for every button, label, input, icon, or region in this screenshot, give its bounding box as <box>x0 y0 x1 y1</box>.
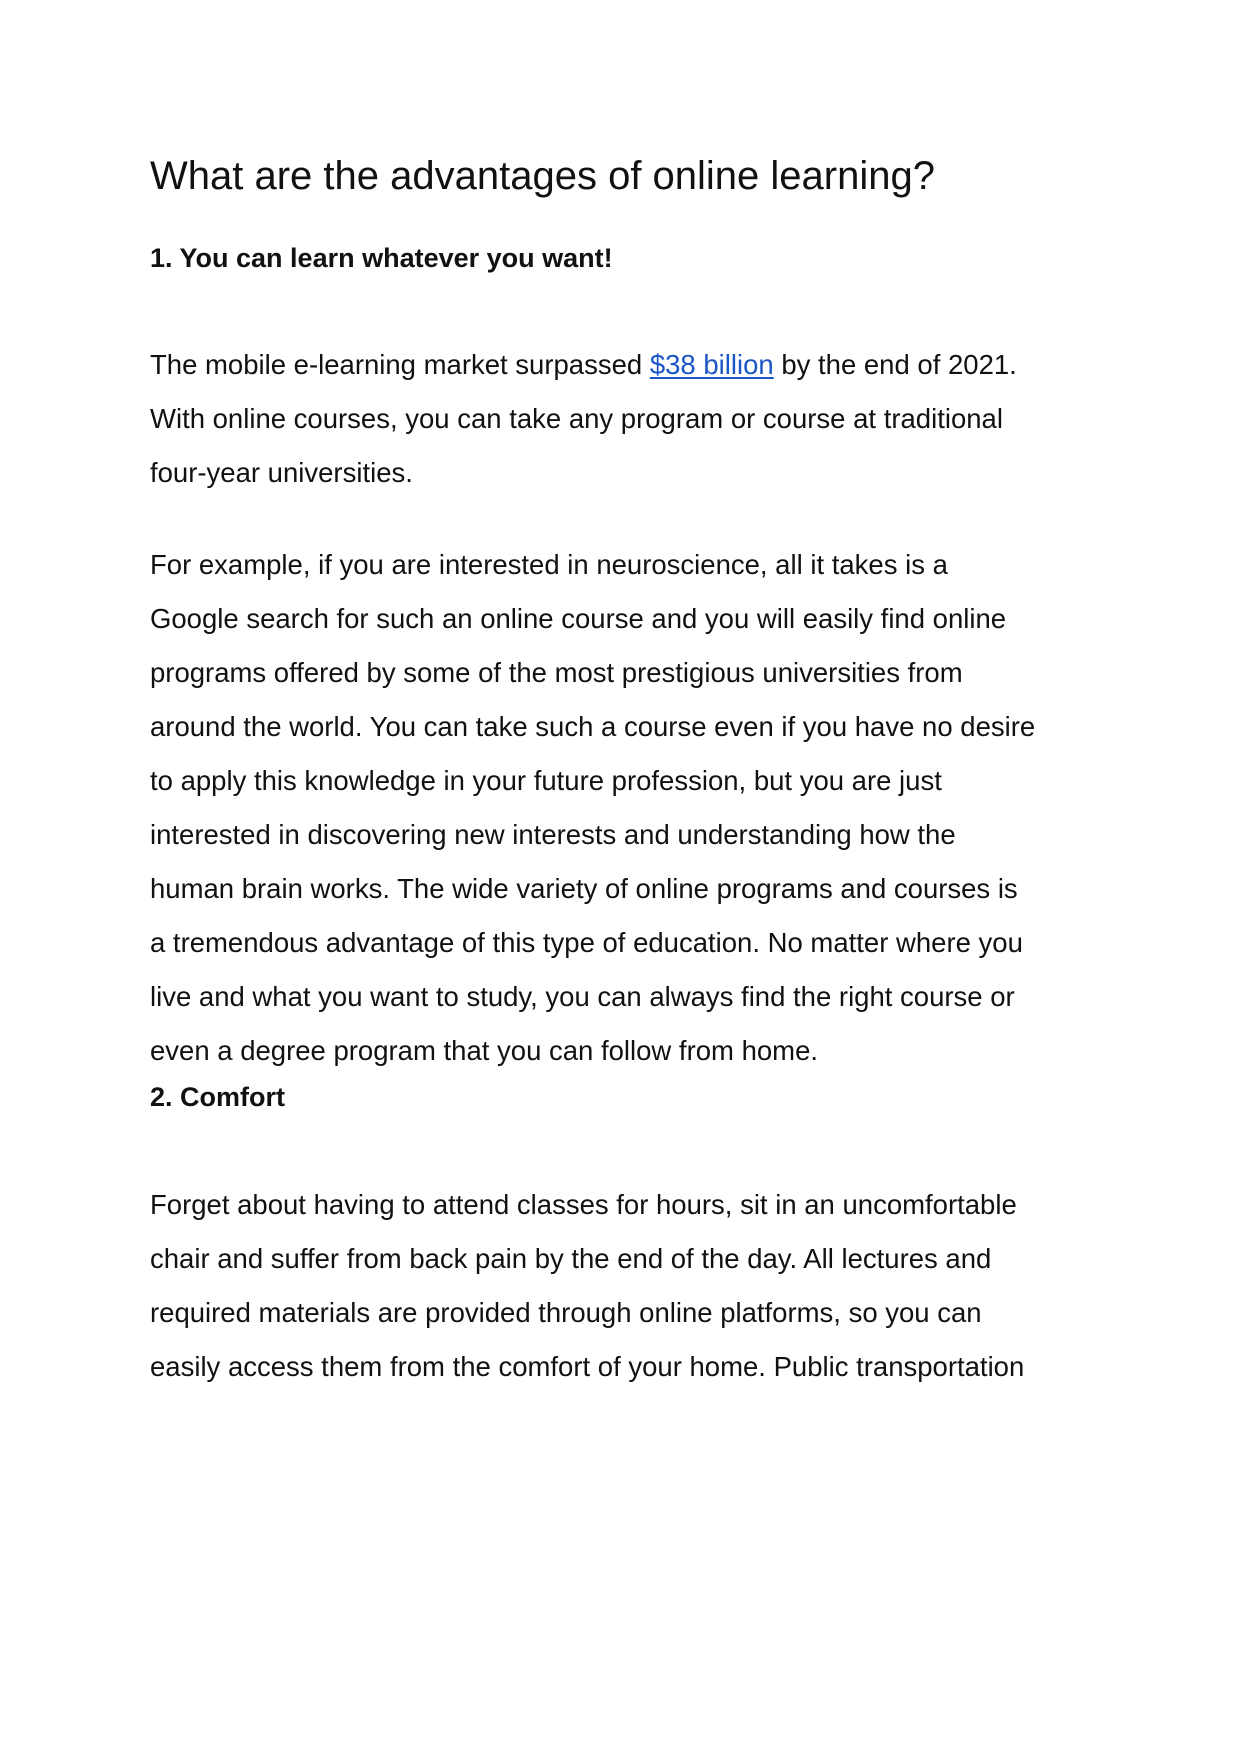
paragraph-comfort <box>150 1178 1110 1394</box>
paragraph-line: interested in discovering new interests and understanding how the <box>150 819 956 850</box>
paragraph-line: even a degree program that you can follow from home. <box>150 1035 819 1066</box>
section-heading-learn-anything: 1. You can learn whatever you want! <box>150 243 613 273</box>
text-segment: by the end of 2021. <box>773 349 1017 380</box>
paragraph-line: With online courses, you can take any program or course at traditional <box>150 403 1003 434</box>
paragraph-market-size <box>150 338 1110 500</box>
page-title: What are the advantages of online learning? <box>150 154 935 198</box>
paragraph-line: required materials are provided through online platforms, so you can <box>150 1297 982 1328</box>
paragraph-line: around the world. You can take such a course even if you have no desire <box>150 711 1036 742</box>
text-segment: The mobile e-learning market surpassed <box>150 349 650 380</box>
paragraph-line: programs offered by some of the most prestigious universities from <box>150 657 963 688</box>
paragraph-line: a tremendous advantage of this type of education. No matter where you <box>150 927 1023 958</box>
paragraph-line: easily access them from the comfort of your home. Public transportation <box>150 1351 1025 1382</box>
paragraph-line: human brain works. The wide variety of online programs and courses is <box>150 873 1018 904</box>
paragraph-neuroscience-example <box>150 538 1110 1078</box>
paragraph-line: live and what you want to study, you can always find the right course or <box>150 981 1015 1012</box>
section-heading-comfort: 2. Comfort <box>150 1082 285 1112</box>
paragraph-line: chair and suffer from back pain by the end of the day. All lectures and <box>150 1243 992 1274</box>
paragraph-line: Google search for such an online course and you will easily find online <box>150 603 1007 634</box>
paragraph-line: For example, if you are interested in neuroscience, all it takes is a <box>150 549 948 580</box>
market-size-link[interactable]: $38 billion <box>649 349 774 380</box>
paragraph-line: four-year universities. <box>150 457 413 488</box>
paragraph-line: Forget about having to attend classes for hours, sit in an uncomfortable <box>150 1189 1017 1220</box>
paragraph-line: to apply this knowledge in your future profession, but you are just <box>150 765 942 796</box>
paragraph-line <box>150 338 1110 392</box>
